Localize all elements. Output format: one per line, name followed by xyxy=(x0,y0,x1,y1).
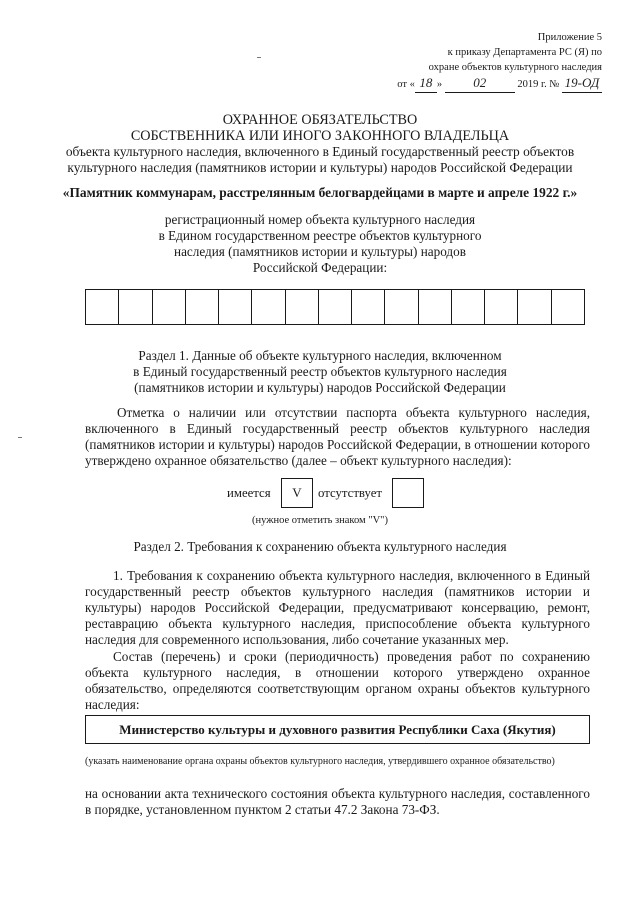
registration-number-grid xyxy=(85,289,585,325)
registration-cell[interactable] xyxy=(286,290,319,324)
registration-line-2: в Едином государственном реестре объектов культурного xyxy=(158,228,482,243)
absent-checkbox[interactable] xyxy=(392,478,424,508)
document-title xyxy=(40,112,600,176)
registration-cell[interactable] xyxy=(153,290,186,324)
ministry-field-hint: (указать наименование органа охраны объектов культурного наследия, утвердившего охранное обязательство) xyxy=(85,756,555,767)
title-line-4: культурного наследия (памятников истории и культуры) народов Российской Федерации xyxy=(67,160,573,175)
monument-name: «Памятник коммунарам, расстрелянным белогвардейцами в марте и апреле 1922 г.» xyxy=(62,185,578,200)
registration-cell[interactable] xyxy=(385,290,418,324)
section-1-line-3: (памятников истории и культуры) народов Российской Федерации xyxy=(134,380,506,395)
basis-paragraph: на основании акта технического состояния объекта культурного наследия, составленного в порядке, установленном пунктом 2 статьи 47.2 Закона 73-ФЗ. xyxy=(85,786,590,817)
section-1-heading xyxy=(70,348,570,396)
registration-cell[interactable] xyxy=(119,290,152,324)
appendix-line-3: охране объектов культурного наследия xyxy=(428,62,602,73)
date-year: 2019 г. № xyxy=(517,79,560,90)
registration-line-3: наследия (памятников истории и культуры) народов xyxy=(174,244,466,259)
registration-caption xyxy=(100,212,540,276)
date-mid: » xyxy=(436,79,443,90)
appendix-reference xyxy=(372,30,602,93)
registration-line-4: Российской Федерации: xyxy=(252,260,388,275)
scan-speck xyxy=(18,437,22,438)
registration-cell[interactable] xyxy=(352,290,385,324)
section-2-heading: Раздел 2. Требования к сохранению объекта культурного наследия xyxy=(133,539,507,554)
passport-note-paragraph: Отметка о наличии или отсутствии паспорта объекта культурного наследия, включенного в Единый государственный реестр объектов культурного наследия (памятников истории и культуры) народов Российской Федерации, в отношении которого утверждено охранное обязательство (далее – объект культурного наследия): xyxy=(85,405,590,468)
registration-cell[interactable] xyxy=(219,290,252,324)
absent-label: отсутствует xyxy=(318,486,383,500)
registration-cell[interactable] xyxy=(518,290,551,324)
section-1-line-1: Раздел 1. Данные об объекте культурного наследия, включенном xyxy=(138,348,502,363)
registration-cell[interactable] xyxy=(419,290,452,324)
registration-cell[interactable] xyxy=(252,290,285,324)
registration-cell[interactable] xyxy=(485,290,518,324)
title-line-1: ОХРАННОЕ ОБЯЗАТЕЛЬСТВО xyxy=(222,112,418,128)
section-1-line-2: в Единый государственный реестр объектов культурного наследия xyxy=(133,364,507,379)
registration-cell[interactable] xyxy=(452,290,485,324)
requirements-paragraph-1: 1. Требования к сохранению объекта культурного наследия, включенного в Единый государственный реестр объектов культурного наследия (памятников истории и культуры) народов Российской Федерации, предусматривают консервацию, ремонт, реставрацию объекта культурного наследия, приспособление объекта культурного наследия для современного использования, либо сочетание указанных мер. xyxy=(85,568,590,647)
requirements-paragraph-2: Состав (перечень) и сроки (периодичность) проведения работ по сохранению объекта культурного наследия, в отношении которого утверждено охранное обязательство, определяются соответствующим органом охраны объектов культурного наследия: xyxy=(85,649,590,712)
title-line-3: объекта культурного наследия, включенного в Единый государственный реестр объектов xyxy=(65,144,575,159)
registration-cell[interactable] xyxy=(319,290,352,324)
present-label: имеется xyxy=(227,486,271,500)
appendix-line-1: Приложение 5 xyxy=(537,32,602,43)
handwritten-day: 18 xyxy=(419,75,433,90)
scan-speck xyxy=(257,57,261,58)
registration-cell[interactable] xyxy=(86,290,119,324)
appendix-line-2: к приказу Департамента РС (Я) по xyxy=(447,47,602,58)
registration-line-1: регистрационный номер объекта культурного наследия xyxy=(164,212,476,227)
appendix-date-line xyxy=(372,75,602,93)
title-line-2: СОБСТВЕННИКА ИЛИ ИНОГО ЗАКОННОГО ВЛАДЕЛЬЦА xyxy=(130,128,510,144)
registration-cell[interactable] xyxy=(186,290,219,324)
ministry-name-field[interactable]: Министерство культуры и духовного развития Республики Саха (Якутия) xyxy=(85,715,590,744)
date-prefix: от « xyxy=(397,79,415,90)
present-checkbox[interactable]: V xyxy=(281,478,313,508)
checkbox-hint: (нужное отметить знаком "V") xyxy=(252,515,388,526)
handwritten-order-number: 19-ОД xyxy=(564,75,600,90)
handwritten-month: 02 xyxy=(473,75,487,90)
registration-cell[interactable] xyxy=(552,290,584,324)
